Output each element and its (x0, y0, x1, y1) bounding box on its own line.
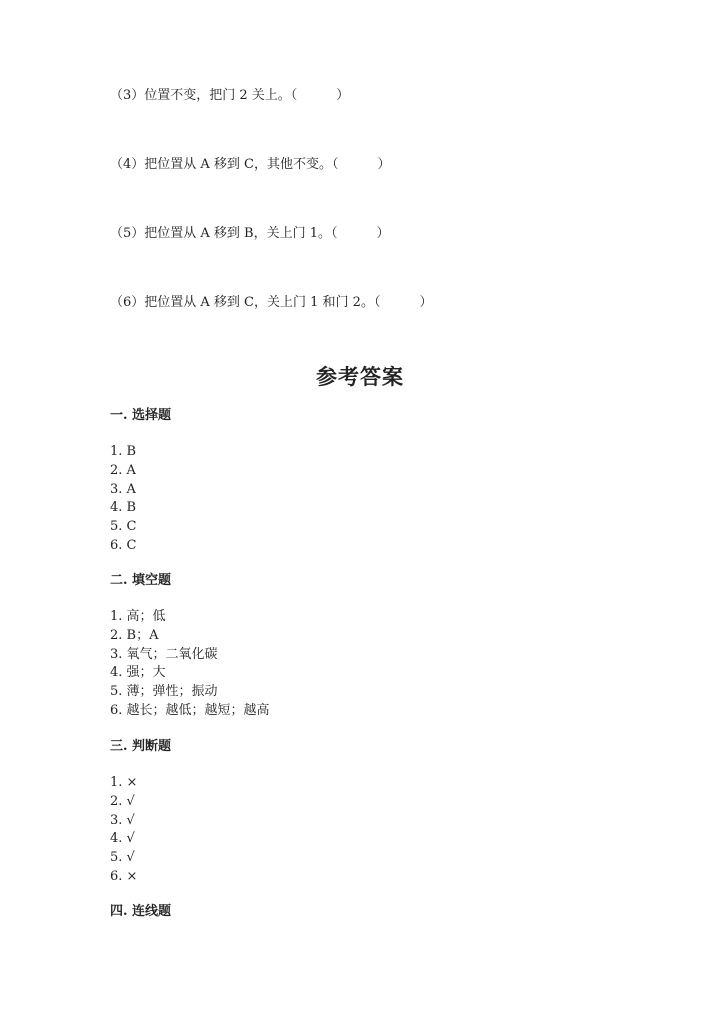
answer-key-title: 参考答案 (316, 364, 404, 389)
answer-item: 2. B；A (110, 627, 159, 643)
answer-item: 5. 薄；弹性；振动 (110, 684, 218, 700)
answer-item: 5. C (110, 519, 137, 535)
question-3: （3）位置不变，把门 2 关上。（ ） (110, 88, 350, 103)
answer-item: 3. √ (110, 812, 135, 828)
question-5: （5）把位置从 A 移到 B，关上门 1。（ ） (110, 226, 390, 241)
answer-item: 6. × (110, 868, 138, 884)
answer-list-fill-blank (110, 608, 270, 721)
answer-list-choice (110, 443, 136, 556)
answer-item: 2. A (110, 462, 136, 478)
answer-item: 2. √ (110, 793, 135, 809)
question-6: （6）把位置从 A 移到 C，关上门 1 和门 2。（ ） (110, 295, 433, 310)
answer-item: 4. 强；大 (110, 665, 166, 681)
answer-item: 3. 氧气；二氧化碳 (110, 646, 218, 662)
section-heading-fill-blank: 二. 填空题 (110, 573, 172, 588)
answer-item: 1. × (110, 775, 138, 790)
answer-item: 6. C (110, 537, 137, 553)
answer-list-true-false (110, 774, 137, 887)
section-heading-matching: 四. 连线题 (110, 904, 172, 919)
answer-item: 1. 高；低 (110, 609, 166, 624)
question-4: （4）把位置从 A 移到 C，其他不变。（ ） (110, 157, 391, 172)
section-heading-choice: 一. 选择题 (110, 408, 172, 423)
answer-item: 4. √ (110, 831, 135, 847)
answer-item: 4. B (110, 500, 137, 516)
answer-item: 6. 越长；越低；越短；越高 (110, 702, 270, 718)
answer-item: 5. √ (110, 850, 135, 866)
answer-item: 3. A (110, 481, 136, 497)
section-heading-true-false: 三. 判断题 (110, 739, 172, 754)
answer-item: 1. B (110, 444, 137, 459)
